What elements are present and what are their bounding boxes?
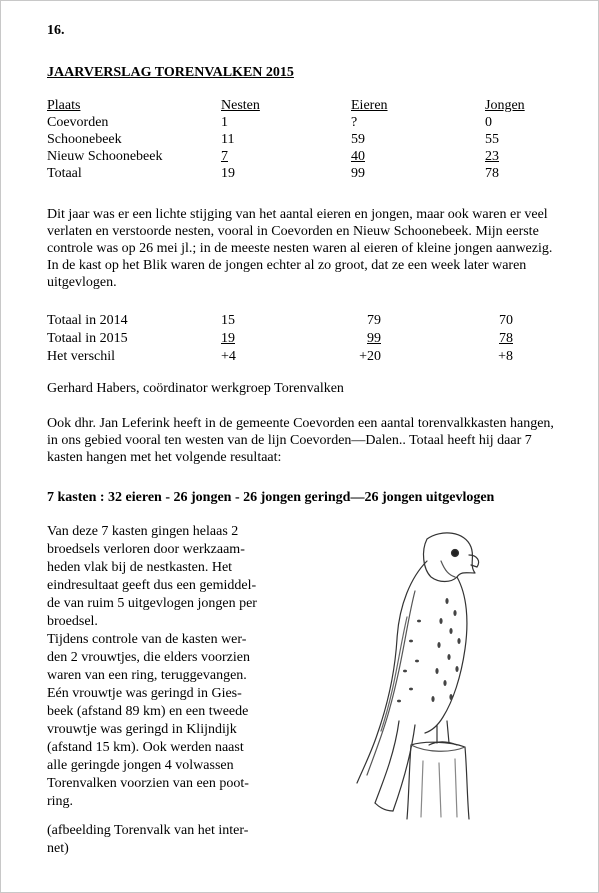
text-line: vrouwtje was geringd in Klijndijk xyxy=(47,722,237,737)
page-title: JAARVERSLAG TORENVALKEN 2015 xyxy=(47,65,294,80)
comparison-table xyxy=(47,312,513,366)
header-cell: Nesten xyxy=(221,98,260,113)
nest-results-text xyxy=(47,523,283,811)
table-cell: 70 xyxy=(499,313,513,328)
table-cell: Nieuw Schoonebeek xyxy=(47,149,163,164)
table-cell: +4 xyxy=(221,349,236,364)
table-cell: Coevorden xyxy=(47,115,109,130)
text-line: Tijdens controle van de kasten wer- xyxy=(47,632,247,647)
text-line: net) xyxy=(47,841,69,856)
header-cell: Plaats xyxy=(47,98,81,113)
table-cell: 55 xyxy=(485,132,499,147)
table-cell: +20 xyxy=(359,349,381,364)
table-cell: Totaal xyxy=(47,166,82,181)
table-cell: Totaal in 2014 xyxy=(47,313,128,328)
text-line: Torenvalken voorzien van een poot- xyxy=(47,776,249,791)
table-cell: 11 xyxy=(221,132,235,147)
image-credit xyxy=(47,822,248,858)
table-cell: 7 xyxy=(221,149,228,164)
table-cell: 99 xyxy=(351,166,365,181)
table-cell: 19 xyxy=(221,331,235,346)
table-header-row xyxy=(47,97,565,114)
table-row xyxy=(47,348,513,366)
text-line: (afbeelding Torenvalk van het inter- xyxy=(47,823,249,838)
table-cell: 99 xyxy=(367,331,381,346)
text-line: Van deze 7 kasten gingen helaas 2 xyxy=(47,524,239,539)
text-line: (afstand 15 km). Ook werden naast xyxy=(47,740,244,755)
table-row xyxy=(47,148,565,165)
table-cell: 40 xyxy=(351,149,365,164)
kestrel-illustration xyxy=(319,521,519,821)
table-cell: Het verschil xyxy=(47,349,116,364)
table-row xyxy=(47,312,513,330)
table-cell: Schoonebeek xyxy=(47,132,122,147)
table-cell: 15 xyxy=(221,313,235,328)
table-cell: 78 xyxy=(485,166,499,181)
signature: Gerhard Habers, coördinator werkgroep Torenvalken xyxy=(47,381,344,396)
table-row xyxy=(47,330,513,348)
nests-table xyxy=(47,97,565,182)
text-line: beek (afstand 89 km) en een tweede xyxy=(47,704,249,719)
text-line: broedsels verloren door werkzaam- xyxy=(47,542,245,557)
table-row xyxy=(47,131,565,148)
text-line: eindresultaat geeft dus een gemiddel- xyxy=(47,578,257,593)
table-cell: 59 xyxy=(351,132,365,147)
summary-line: 7 kasten : 32 eieren - 26 jongen - 26 jongen geringd—26 jongen uitgevlogen xyxy=(47,490,495,505)
table-cell: Totaal in 2015 xyxy=(47,331,128,346)
header-cell: Jongen xyxy=(485,98,525,113)
table-row xyxy=(47,114,565,131)
text-line: Eén vrouwtje was geringd in Gies- xyxy=(47,686,242,701)
text-line: broedsel. xyxy=(47,614,98,629)
table-cell: 23 xyxy=(485,149,499,164)
table-cell: 78 xyxy=(499,331,513,346)
table-cell: 0 xyxy=(485,115,492,130)
header-cell: Eieren xyxy=(351,98,388,113)
text-line: de van ruim 5 uitgevlogen jongen per xyxy=(47,596,257,611)
table-cell: ? xyxy=(351,115,358,130)
table-row-total xyxy=(47,165,565,182)
text-line: ring. xyxy=(47,794,74,809)
table-cell: 19 xyxy=(221,166,235,181)
leferink-paragraph: Ook dhr. Jan Leferink heeft in de gemeente Coevorden een aantal torenvalkkasten hangen, in ons gebied vooral ten westen van de lijn Coevorden—Dalen.. Totaal heeft hij daar 7 kasten hangen met het volgende resultaat: xyxy=(47,416,554,465)
table-cell: +8 xyxy=(498,349,513,364)
text-line: alle geringde jongen 4 volwassen xyxy=(47,758,234,773)
text-line: waren van een ring, teruggevangen. xyxy=(47,668,247,683)
page-number: 16. xyxy=(47,23,65,38)
table-cell: 79 xyxy=(367,313,381,328)
table-cell: 1 xyxy=(221,115,228,130)
text-line: den 2 vrouwtjes, die elders voorzien xyxy=(47,650,250,665)
report-paragraph: Dit jaar was er een lichte stijging van het aantal eieren en jongen, maar ook waren er veel verlaten en verstoorde nesten, vooral in Coevorden en Nieuw Schoonebeek. Mijn eerste controle was op 26 mei jl.; in de meeste nesten waren al eieren of kleine jongen aanwezig. In de kast op het Blik waren de jongen echter al zo groot, dat ze een week later waren uitgevlogen. xyxy=(47,207,553,290)
text-line: heden vlak bij de nestkasten. Het xyxy=(47,560,233,575)
